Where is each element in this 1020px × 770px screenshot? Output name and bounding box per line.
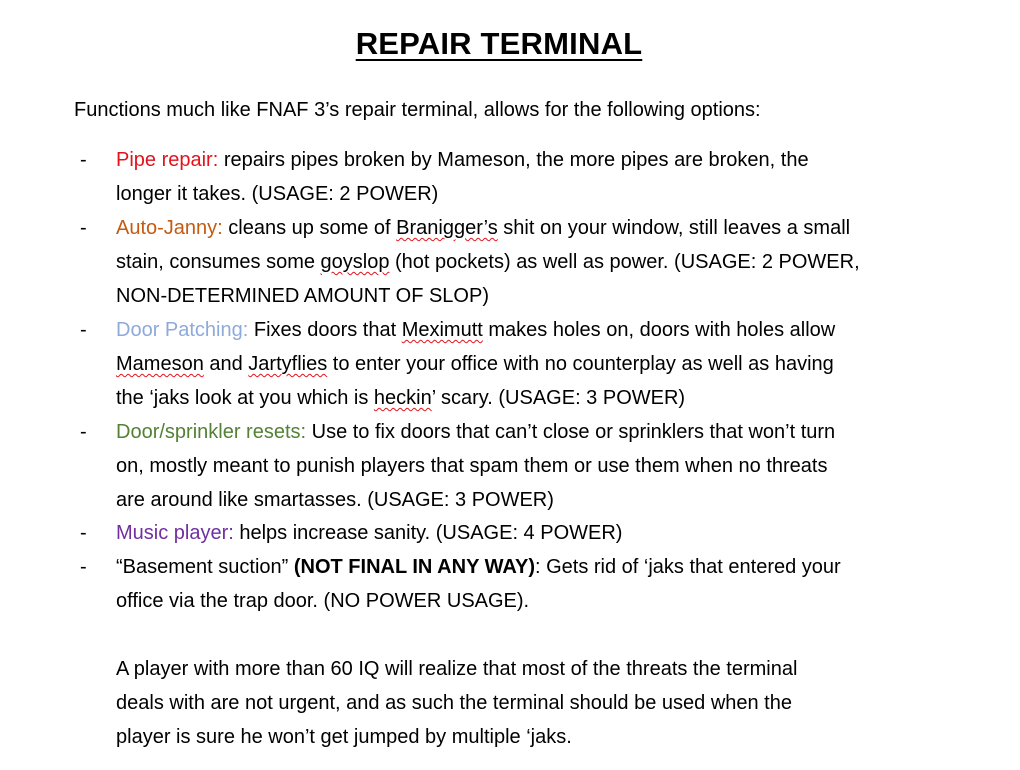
- list-item-text-line: longer it takes. (USAGE: 2 POWER): [116, 183, 439, 205]
- option-text: stain, consumes some: [116, 251, 321, 273]
- closing-paragraph-line: player is sure he won’t get jumped by multiple ‘jaks.: [116, 726, 572, 748]
- list-item-pipe-repair: [116, 145, 809, 175]
- option-note-bold: (NOT FINAL IN ANY WAY): [293, 556, 535, 578]
- list-item-text-line: NON-DETERMINED AMOUNT OF SLOP): [116, 285, 489, 307]
- option-text: Fixes doors that: [248, 319, 402, 341]
- option-label: Auto-Janny:: [116, 217, 223, 239]
- list-item-text-line: [116, 247, 860, 277]
- spellcheck-word: Meximutt: [401, 319, 483, 341]
- option-text: : Gets rid of ‘jaks that entered your: [534, 556, 841, 578]
- bullet-marker: -: [80, 421, 87, 443]
- list-item-text-line: [116, 383, 685, 413]
- list-item-door-patching: [116, 315, 835, 345]
- option-label: Pipe repair:: [116, 149, 219, 171]
- bullet-marker: -: [80, 217, 87, 239]
- list-item-text-line: office via the trap door. (NO POWER USAGE).: [116, 590, 530, 612]
- list-item-auto-janny: [116, 213, 850, 243]
- option-label: Door Patching:: [116, 319, 249, 341]
- option-text: makes holes on, doors with holes allow: [482, 319, 836, 341]
- intro-paragraph: Functions much like FNAF 3’s repair terminal, allows for the following options:: [74, 99, 761, 121]
- closing-paragraph-line: A player with more than 60 IQ will realize that most of the threats the terminal: [116, 658, 798, 680]
- option-label: Door/sprinkler resets:: [116, 421, 307, 443]
- option-text: helps increase sanity. (USAGE: 4 POWER): [233, 522, 623, 544]
- option-label: Music player:: [116, 522, 234, 544]
- list-item-text-line: are around like smartasses. (USAGE: 3 POWER): [116, 489, 554, 511]
- bullet-marker: -: [80, 319, 87, 341]
- bullet-marker: -: [80, 522, 87, 544]
- option-text: cleans up some of: [222, 217, 397, 239]
- option-text: Use to fix doors that can’t close or sprinklers that won’t turn: [306, 421, 836, 443]
- option-text: to enter your office with no counterplay as well as having: [327, 353, 834, 375]
- option-text: shit on your window, still leaves a small: [497, 217, 851, 239]
- list-item-text-line: [116, 349, 834, 379]
- spellcheck-word: heckin: [373, 387, 432, 409]
- option-label: “Basement suction”: [116, 556, 294, 578]
- option-text: and: [203, 353, 249, 375]
- spellcheck-word: Mameson: [116, 353, 204, 375]
- option-text: ’ scary. (USAGE: 3 POWER): [431, 387, 686, 409]
- option-text: the ‘jaks look at you which is: [116, 387, 374, 409]
- page-title: REPAIR TERMINAL: [355, 26, 643, 61]
- spellcheck-word: Jartyflies: [248, 353, 328, 375]
- spellcheck-word: Branigger’s: [396, 217, 498, 239]
- option-text: repairs pipes broken by Mameson, the more pipes are broken, the: [218, 149, 809, 171]
- option-text: (hot pockets) as well as power. (USAGE: 2 POWER,: [389, 251, 860, 273]
- spellcheck-word: goyslop: [320, 251, 390, 273]
- bullet-marker: -: [80, 556, 87, 578]
- list-item-door-sprinkler-resets: [116, 417, 835, 447]
- list-item-text-line: on, mostly meant to punish players that spam them or use them when no threats: [116, 455, 828, 477]
- bullet-marker: -: [80, 149, 87, 171]
- list-item-music-player: [116, 518, 622, 548]
- closing-paragraph-line: deals with are not urgent, and as such the terminal should be used when the: [116, 692, 792, 714]
- list-item-basement-suction: [116, 552, 841, 582]
